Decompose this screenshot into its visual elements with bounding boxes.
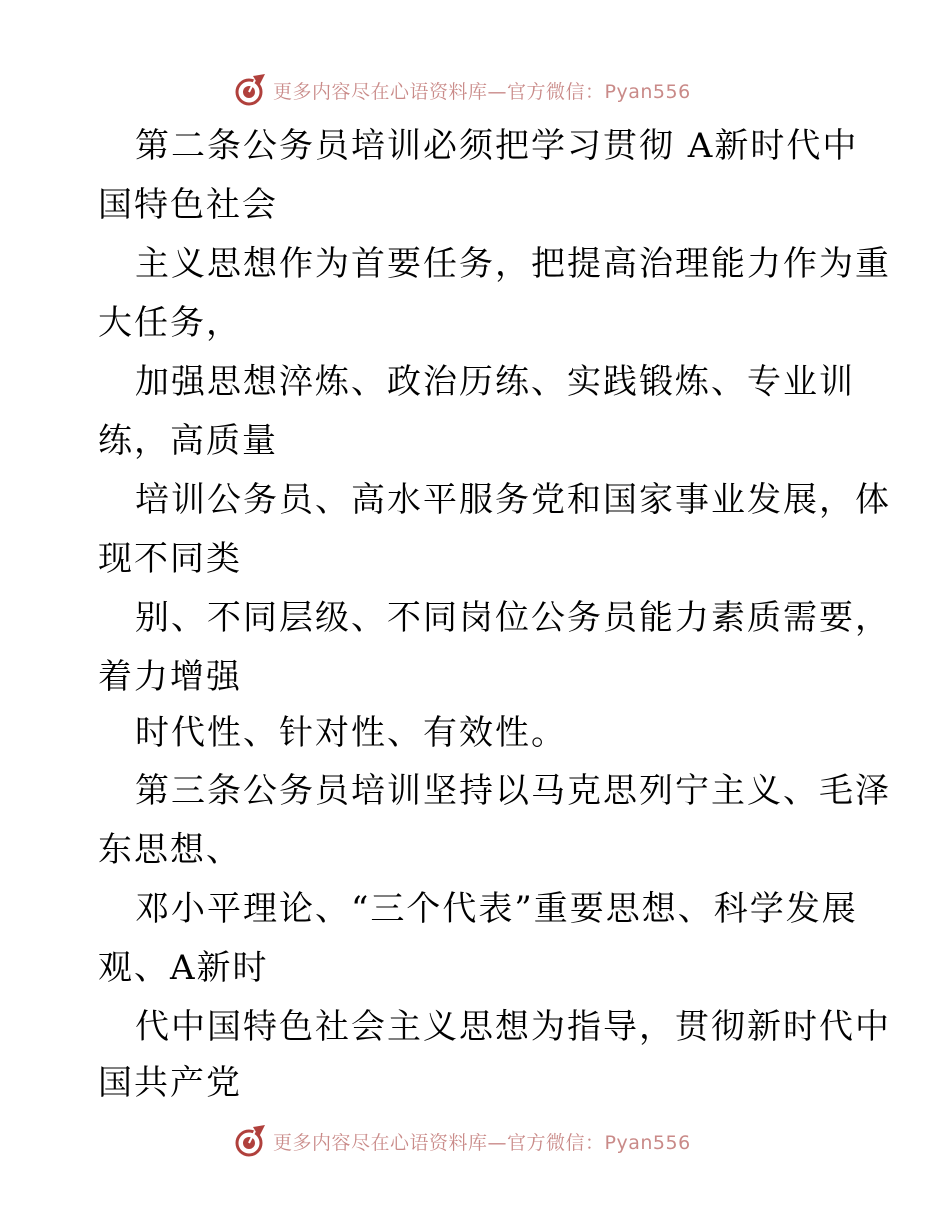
text-line: 别、不同层级、不同岗位公务员能力素质需要， xyxy=(135,598,891,638)
text-line: 第二条公务员培训必须把学习贯彻 A新时代中 xyxy=(135,126,859,166)
brand-logo-icon xyxy=(233,72,269,108)
text-line: 国特色社会 xyxy=(98,185,278,225)
brand-logo-icon xyxy=(233,1123,269,1159)
watermark-text: 更多内容尽在心语资料库—官方微信：Pyan556 xyxy=(273,1131,691,1154)
text-line: 代中国特色社会主义思想为指导，贯彻新时代中 xyxy=(135,1007,891,1047)
text-line: 大任务， xyxy=(98,303,242,343)
watermark-text: 更多内容尽在心语资料库—官方微信：Pyan556 xyxy=(273,80,691,103)
text-line: 观、A新时 xyxy=(98,948,269,988)
text-line: 着力增强 xyxy=(98,657,242,697)
text-line: 加强思想淬炼、政治历练、实践锻炼、专业训 xyxy=(135,362,855,402)
text-line: 培训公务员、高水平服务党和国家事业发展，体 xyxy=(135,480,891,520)
text-line: 国共产党 xyxy=(98,1063,242,1103)
text-line: 邓小平理论、“三个代表”重要思想、科学发展 xyxy=(135,889,858,929)
text-line: 第三条公务员培训坚持以马克思列宁主义、毛泽 xyxy=(135,771,891,811)
text-line: 练，高质量 xyxy=(98,421,278,461)
header-watermark xyxy=(233,70,691,110)
text-line: 东思想、 xyxy=(98,830,242,870)
footer-watermark xyxy=(233,1121,691,1161)
text-line: 时代性、针对性、有效性。 xyxy=(135,713,567,753)
text-line: 现不同类 xyxy=(98,539,242,579)
text-line: 主义思想作为首要任务，把提高治理能力作为重 xyxy=(135,244,891,284)
